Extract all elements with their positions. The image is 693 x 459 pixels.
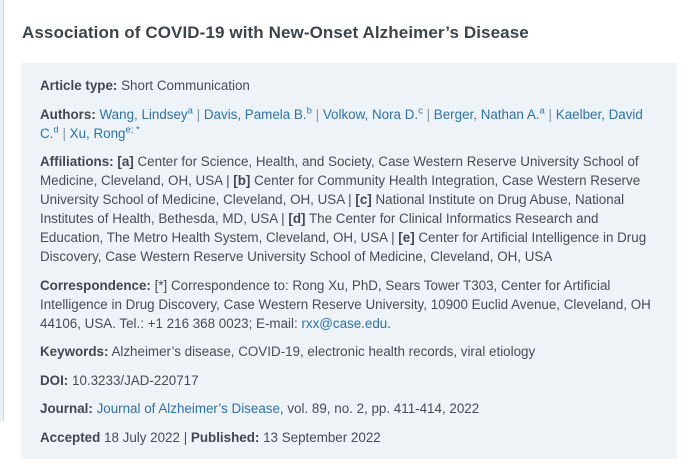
affiliation-key: [d] <box>288 211 306 226</box>
page-left-border <box>0 0 4 421</box>
doi-label: DOI: <box>40 372 69 388</box>
author-name: Xu, Rong <box>69 125 126 141</box>
author-superscript: e; * <box>125 124 140 136</box>
author-separator: | <box>548 106 553 122</box>
correspondence-row <box>40 276 659 333</box>
author-superscript: b <box>306 105 312 117</box>
author-name: Wang, Lindsey <box>99 106 188 122</box>
article-metadata-page <box>21 0 693 459</box>
article-type-row <box>40 76 659 95</box>
affiliation-separator: | <box>348 192 352 207</box>
authors-label: Authors: <box>40 106 96 122</box>
affiliation-key: [b] <box>233 173 251 188</box>
affiliation-text: National Institute on Drug Abuse, National Institutes of Health, Bethesda, MD, USA <box>40 192 625 226</box>
keywords-label: Keywords: <box>40 344 109 359</box>
journal-link[interactable]: Journal of Alzheimer’s Disease <box>96 401 280 416</box>
author-name: Kaelber, David C. <box>40 106 643 141</box>
author-link[interactable] <box>434 107 545 122</box>
article-metadata-box <box>21 63 677 459</box>
affiliations-row <box>40 152 659 266</box>
author-name: Berger, Nathan A. <box>433 106 540 122</box>
authors-row <box>40 105 659 143</box>
affiliation-separator: | <box>391 230 395 245</box>
keywords-value: Alzheimer’s disease, COVID-19, electronic health records, viral etiology <box>111 344 536 359</box>
dates-row <box>40 428 659 447</box>
article-type-label: Article type: <box>40 78 118 93</box>
author-link[interactable] <box>323 107 423 122</box>
published-date: 13 September 2022 <box>263 429 381 445</box>
author-separator: | <box>62 125 66 141</box>
author-separator: | <box>196 106 201 122</box>
affiliations-label: Affiliations: <box>40 154 114 169</box>
author-link[interactable] <box>100 107 193 122</box>
doi-row <box>40 371 659 390</box>
author-link[interactable] <box>204 107 312 122</box>
correspondence-email-link[interactable]: rxx@case.edu <box>301 315 388 331</box>
author-superscript: a <box>187 105 193 117</box>
published-label: Published: <box>190 429 260 445</box>
author-superscript: a <box>539 105 545 117</box>
accepted-label: Accepted <box>40 429 101 445</box>
doi-value: 10.3233/JAD-220717 <box>72 372 199 388</box>
author-superscript: d <box>53 124 59 136</box>
affiliation-key: [e] <box>398 230 415 245</box>
author-name: Volkow, Nora D. <box>322 106 419 122</box>
journal-citation: , vol. 89, no. 2, pp. 411-414, 2022 <box>279 401 480 416</box>
affiliation-key: [a] <box>117 154 134 169</box>
affiliation-key: [c] <box>355 192 372 207</box>
accepted-date: 18 July 2022 <box>104 429 180 445</box>
author-link[interactable] <box>70 126 140 141</box>
author-separator: | <box>315 106 320 122</box>
keywords-row <box>40 342 659 361</box>
author-separator: | <box>426 106 431 122</box>
correspondence-suffix: . <box>387 315 391 331</box>
affiliation-separator: | <box>281 211 285 226</box>
affiliation-text: Center for Artificial Intelligence in Drug Discovery, Case Western Reserve University School of Medicine, Cleveland, OH, USA <box>40 230 647 264</box>
correspondence-text: Correspondence to: Rong Xu, PhD, Sears Tower T303, Center for Artificial Intelligence in Drug Discovery, Case Western Reserve University, 10900 Euclid Avenue, Cleveland, OH 44106, USA. Tel.: +1 216 368 0023; E-mail: <box>40 277 651 331</box>
dates-separator: | <box>183 429 188 445</box>
affiliation-text: Center for Community Health Integration, Case Western Reserve University School of Medicine, Cleveland, OH, USA <box>40 173 641 207</box>
correspondence-label: Correspondence: <box>40 277 151 293</box>
page-title: Association of COVID-19 with New-Onset Alzheimer’s Disease <box>22 23 529 42</box>
article-type-value: Short Communication <box>121 78 250 93</box>
author-name: Davis, Pamela B. <box>203 106 307 122</box>
correspondence-marker: [*] <box>154 277 168 293</box>
author-superscript: c <box>418 105 423 117</box>
journal-row <box>40 399 659 418</box>
affiliation-separator: | <box>226 173 230 188</box>
journal-label: Journal: <box>40 401 93 416</box>
affiliation-text: The Center for Clinical Informatics Research and Education, The Metro Health System, Cleveland, OH, USA <box>40 211 599 245</box>
affiliation-text: Center for Science, Health, and Society, Case Western Reserve University School of Medicine, Cleveland, OH, USA <box>40 154 639 188</box>
